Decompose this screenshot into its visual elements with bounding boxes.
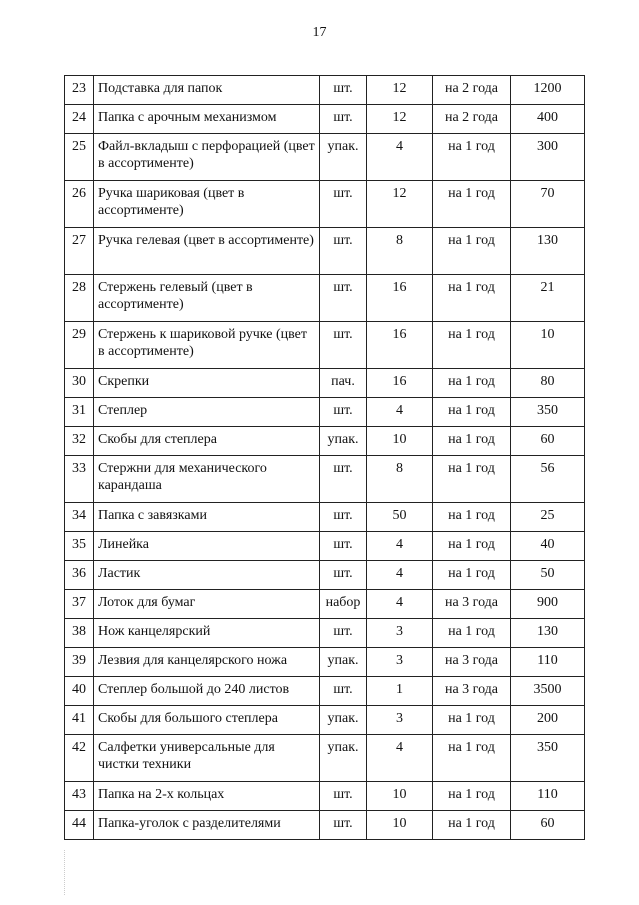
item-unit: шт. bbox=[320, 811, 367, 840]
item-quantity: 10 bbox=[367, 427, 433, 456]
item-price: 900 bbox=[511, 590, 585, 619]
item-period: на 1 год bbox=[433, 811, 511, 840]
item-price: 60 bbox=[511, 427, 585, 456]
item-quantity: 16 bbox=[367, 369, 433, 398]
table-row bbox=[65, 706, 585, 735]
item-quantity: 4 bbox=[367, 735, 433, 782]
item-period: на 1 год bbox=[433, 619, 511, 648]
item-price: 56 bbox=[511, 456, 585, 503]
item-period: на 1 год bbox=[433, 398, 511, 427]
item-name: Степлер bbox=[94, 398, 320, 427]
item-unit: шт. bbox=[320, 503, 367, 532]
item-period: на 2 года bbox=[433, 76, 511, 105]
item-price: 40 bbox=[511, 532, 585, 561]
item-unit: шт. bbox=[320, 561, 367, 590]
item-quantity: 12 bbox=[367, 105, 433, 134]
row-number: 33 bbox=[65, 456, 94, 503]
item-price: 350 bbox=[511, 735, 585, 782]
item-quantity: 4 bbox=[367, 561, 433, 590]
item-period: на 3 года bbox=[433, 590, 511, 619]
item-name: Лоток для бумаг bbox=[94, 590, 320, 619]
table-row bbox=[65, 782, 585, 811]
item-name: Скобы для степлера bbox=[94, 427, 320, 456]
item-quantity: 16 bbox=[367, 275, 433, 322]
item-period: на 1 год bbox=[433, 735, 511, 782]
item-unit: шт. bbox=[320, 76, 367, 105]
item-unit: шт. bbox=[320, 275, 367, 322]
item-unit: пач. bbox=[320, 369, 367, 398]
item-name: Папка с завязками bbox=[94, 503, 320, 532]
row-number: 23 bbox=[65, 76, 94, 105]
item-name: Ластик bbox=[94, 561, 320, 590]
item-name: Стержни для механического карандаша bbox=[94, 456, 320, 503]
item-unit: шт. bbox=[320, 677, 367, 706]
item-unit: упак. bbox=[320, 427, 367, 456]
item-name: Линейка bbox=[94, 532, 320, 561]
item-quantity: 3 bbox=[367, 706, 433, 735]
row-number: 40 bbox=[65, 677, 94, 706]
row-number: 28 bbox=[65, 275, 94, 322]
item-period: на 1 год bbox=[433, 322, 511, 369]
item-price: 130 bbox=[511, 619, 585, 648]
item-price: 130 bbox=[511, 228, 585, 275]
table-row bbox=[65, 181, 585, 228]
row-number: 31 bbox=[65, 398, 94, 427]
item-name: Ручка гелевая (цвет в ассортименте) bbox=[94, 228, 320, 275]
item-name: Лезвия для канцелярского ножа bbox=[94, 648, 320, 677]
row-number: 35 bbox=[65, 532, 94, 561]
table-row bbox=[65, 105, 585, 134]
row-number: 26 bbox=[65, 181, 94, 228]
item-unit: шт. bbox=[320, 322, 367, 369]
item-quantity: 4 bbox=[367, 590, 433, 619]
supply-table bbox=[64, 75, 585, 840]
item-price: 80 bbox=[511, 369, 585, 398]
item-unit: упак. bbox=[320, 706, 367, 735]
item-quantity: 4 bbox=[367, 398, 433, 427]
item-name: Скобы для большого степлера bbox=[94, 706, 320, 735]
table-row bbox=[65, 619, 585, 648]
item-period: на 1 год bbox=[433, 782, 511, 811]
item-name: Нож канцелярский bbox=[94, 619, 320, 648]
row-number: 37 bbox=[65, 590, 94, 619]
item-period: на 1 год bbox=[433, 369, 511, 398]
item-quantity: 3 bbox=[367, 619, 433, 648]
item-unit: шт. bbox=[320, 619, 367, 648]
page-number: 17 bbox=[312, 25, 327, 40]
row-number: 41 bbox=[65, 706, 94, 735]
item-period: на 2 года bbox=[433, 105, 511, 134]
item-unit: упак. bbox=[320, 735, 367, 782]
item-period: на 1 год bbox=[433, 532, 511, 561]
item-period: на 1 год bbox=[433, 275, 511, 322]
row-number: 25 bbox=[65, 134, 94, 181]
item-name: Папка с арочным механизмом bbox=[94, 105, 320, 134]
item-unit: шт. bbox=[320, 532, 367, 561]
item-price: 200 bbox=[511, 706, 585, 735]
table-row bbox=[65, 735, 585, 782]
item-name: Стержень гелевый (цвет в ассортименте) bbox=[94, 275, 320, 322]
row-number: 38 bbox=[65, 619, 94, 648]
item-period: на 1 год bbox=[433, 134, 511, 181]
table-row bbox=[65, 532, 585, 561]
table-row bbox=[65, 228, 585, 275]
item-name: Салфетки универсальные для чистки техники bbox=[94, 735, 320, 782]
table-row bbox=[65, 456, 585, 503]
row-number: 24 bbox=[65, 105, 94, 134]
row-number: 30 bbox=[65, 369, 94, 398]
row-number: 42 bbox=[65, 735, 94, 782]
table-row bbox=[65, 648, 585, 677]
item-quantity: 8 bbox=[367, 228, 433, 275]
item-price: 110 bbox=[511, 648, 585, 677]
item-price: 1200 bbox=[511, 76, 585, 105]
item-quantity: 50 bbox=[367, 503, 433, 532]
item-quantity: 8 bbox=[367, 456, 433, 503]
item-quantity: 4 bbox=[367, 134, 433, 181]
item-period: на 1 год bbox=[433, 706, 511, 735]
item-price: 70 bbox=[511, 181, 585, 228]
item-price: 400 bbox=[511, 105, 585, 134]
item-unit: шт. bbox=[320, 398, 367, 427]
row-number: 29 bbox=[65, 322, 94, 369]
item-period: на 1 год bbox=[433, 228, 511, 275]
item-period: на 1 год bbox=[433, 503, 511, 532]
item-price: 21 bbox=[511, 275, 585, 322]
table-row bbox=[65, 503, 585, 532]
table-row bbox=[65, 561, 585, 590]
item-period: на 1 год bbox=[433, 427, 511, 456]
item-price: 25 bbox=[511, 503, 585, 532]
item-quantity: 16 bbox=[367, 322, 433, 369]
row-number: 36 bbox=[65, 561, 94, 590]
item-quantity: 3 bbox=[367, 648, 433, 677]
item-period: на 1 год bbox=[433, 561, 511, 590]
item-name: Скрепки bbox=[94, 369, 320, 398]
item-quantity: 12 bbox=[367, 76, 433, 105]
table-row bbox=[65, 369, 585, 398]
item-period: на 1 год bbox=[433, 456, 511, 503]
table-row bbox=[65, 76, 585, 105]
item-quantity: 4 bbox=[367, 532, 433, 561]
table-row bbox=[65, 134, 585, 181]
table-row bbox=[65, 275, 585, 322]
item-unit: шт. bbox=[320, 456, 367, 503]
item-name: Стержень к шариковой ручке (цвет в ассортименте) bbox=[94, 322, 320, 369]
item-name: Подставка для папок bbox=[94, 76, 320, 105]
row-number: 44 bbox=[65, 811, 94, 840]
table-row bbox=[65, 811, 585, 840]
item-name: Ручка шариковая (цвет в ассортименте) bbox=[94, 181, 320, 228]
item-quantity: 10 bbox=[367, 811, 433, 840]
item-price: 50 bbox=[511, 561, 585, 590]
item-name: Степлер большой до 240 листов bbox=[94, 677, 320, 706]
item-name: Папка-уголок с разделителями bbox=[94, 811, 320, 840]
item-price: 300 bbox=[511, 134, 585, 181]
margin-mark bbox=[64, 850, 66, 895]
table-row bbox=[65, 427, 585, 456]
item-unit: шт. bbox=[320, 228, 367, 275]
item-unit: шт. bbox=[320, 181, 367, 228]
row-number: 34 bbox=[65, 503, 94, 532]
item-period: на 1 год bbox=[433, 181, 511, 228]
item-unit: набор bbox=[320, 590, 367, 619]
row-number: 43 bbox=[65, 782, 94, 811]
item-period: на 3 года bbox=[433, 677, 511, 706]
row-number: 39 bbox=[65, 648, 94, 677]
row-number: 27 bbox=[65, 228, 94, 275]
item-unit: упак. bbox=[320, 134, 367, 181]
item-period: на 3 года bbox=[433, 648, 511, 677]
table-row bbox=[65, 398, 585, 427]
item-name: Папка на 2-х кольцах bbox=[94, 782, 320, 811]
row-number: 32 bbox=[65, 427, 94, 456]
table-row bbox=[65, 677, 585, 706]
item-price: 3500 bbox=[511, 677, 585, 706]
table-row bbox=[65, 322, 585, 369]
item-quantity: 1 bbox=[367, 677, 433, 706]
item-price: 60 bbox=[511, 811, 585, 840]
item-unit: шт. bbox=[320, 782, 367, 811]
item-quantity: 10 bbox=[367, 782, 433, 811]
item-name: Файл-вкладыш с перфорацией (цвет в ассортименте) bbox=[94, 134, 320, 181]
item-unit: упак. bbox=[320, 648, 367, 677]
item-unit: шт. bbox=[320, 105, 367, 134]
item-quantity: 12 bbox=[367, 181, 433, 228]
item-price: 350 bbox=[511, 398, 585, 427]
item-price: 110 bbox=[511, 782, 585, 811]
item-price: 10 bbox=[511, 322, 585, 369]
table-row bbox=[65, 590, 585, 619]
